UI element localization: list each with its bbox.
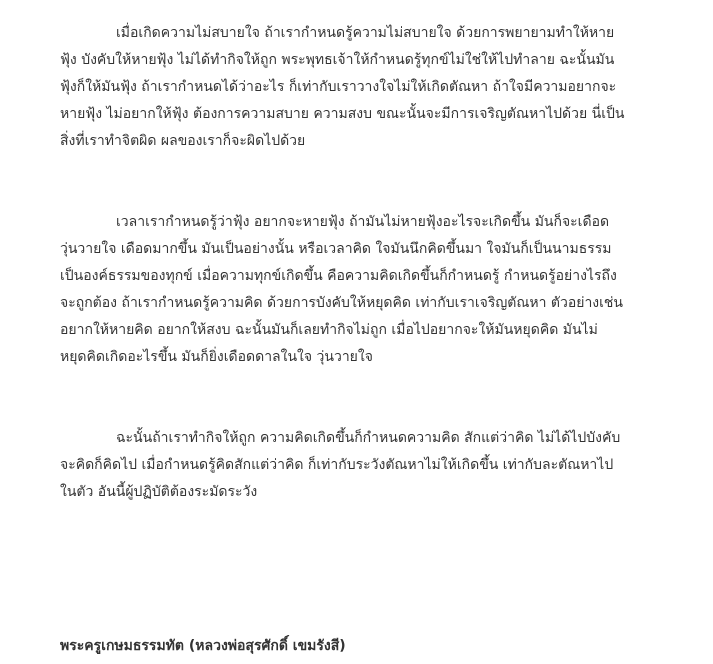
paragraph-line: ฟุ้ง บังคับให้หายฟุ้ง ไม่ได้ทำกิจให้ถูก พระพุทธเจ้าให้กำหนดรู้ทุกข์ไม่ใช่ให้ไปทำลาย ฉะนั้นมัน <box>60 52 615 68</box>
paragraph-line: ฉะนั้นถ้าเราทำกิจให้ถูก ความคิดเกิดขึ้นก็กำหนดความคิด สักแต่ว่าคิด ไม่ได้ไปบังคับ <box>116 430 621 446</box>
paragraph-line: จะคิดก็คิดไป เมื่อกำหนดรู้คิดสักแต่ว่าคิด ก็เท่ากับระวังตัณหาไม่ให้เกิดขึ้น เท่ากับละตัณหาไป <box>60 457 614 473</box>
paragraph-line: หยุดคิดเกิดอะไรขึ้น มันก็ยิ่งเดือดดาลในใจ วุ่นวายใจ <box>60 349 373 365</box>
paragraph-line: วุ่นวายใจ เดือดมากขึ้น มันเป็นอย่างนั้น หรือเวลาคิด ใจมันนึกคิดขึ้นมา ใจมันก็เป็นนามธรรม <box>60 241 612 257</box>
paragraph-1 <box>60 20 624 155</box>
paragraph-line: อยากให้หายคิด อยากให้สงบ ฉะนั้นมันก็เลยทำกิจไม่ถูก เมื่อไปอยากจะให้มันหยุดคิด มันไม่ <box>60 322 598 338</box>
paragraph-line: ฟุ้งก็ให้มันฟุ้ง ถ้าเรากำหนดได้ว่าอะไร ก็เท่ากับเราวางใจไม่ให้เกิดตัณหา ถ้าใจมีความอยากจะ <box>60 79 617 95</box>
paragraph-line: เวลาเรากำหนดรู้ว่าฟุ้ง อยากจะหายฟุ้ง ถ้ามันไม่หายฟุ้งอะไรจะเกิดขึ้น มันก็จะเดือด <box>116 214 610 230</box>
paragraph-line: ในตัว อันนี้ผู้ปฏิบัติต้องระมัดระวัง <box>60 484 258 500</box>
paragraph-line: สิ่งที่เราทำจิตผิด ผลของเราก็จะผิดไปด้วย <box>60 133 306 149</box>
paragraph-line: หายฟุ้ง ไม่อยากให้ฟุ้ง ต้องการความสบาย ความสงบ ขณะนั้นจะมีการเจริญตัณหาไปด้วย นี่เป็น <box>60 106 625 122</box>
paragraph-2 <box>60 209 623 371</box>
paragraph-line: เมื่อเกิดความไม่สบายใจ ถ้าเรากำหนดรู้ความไม่สบายใจ ด้วยการพยายามทำให้หาย <box>116 25 615 41</box>
paragraph-3 <box>60 425 620 506</box>
paragraph-line: จะถูกต้อง ถ้าเรากำหนดรู้ความคิด ด้วยการบังคับให้หยุดคิด เท่ากับเราเจริญตัณหา ตัวอย่างเช่น <box>60 295 624 311</box>
author-signature: พระครูเกษมธรรมทัต (หลวงพ่อสุรศักดิ์ เขมรังสี) <box>60 638 346 654</box>
paragraph-line: เป็นองค์ธรรมของทุกข์ เมื่อความทุกข์เกิดขึ้น คือความคิดเกิดขึ้นก็กำหนดรู้ กำหนดรู้อย่างไรถึง <box>60 268 617 284</box>
